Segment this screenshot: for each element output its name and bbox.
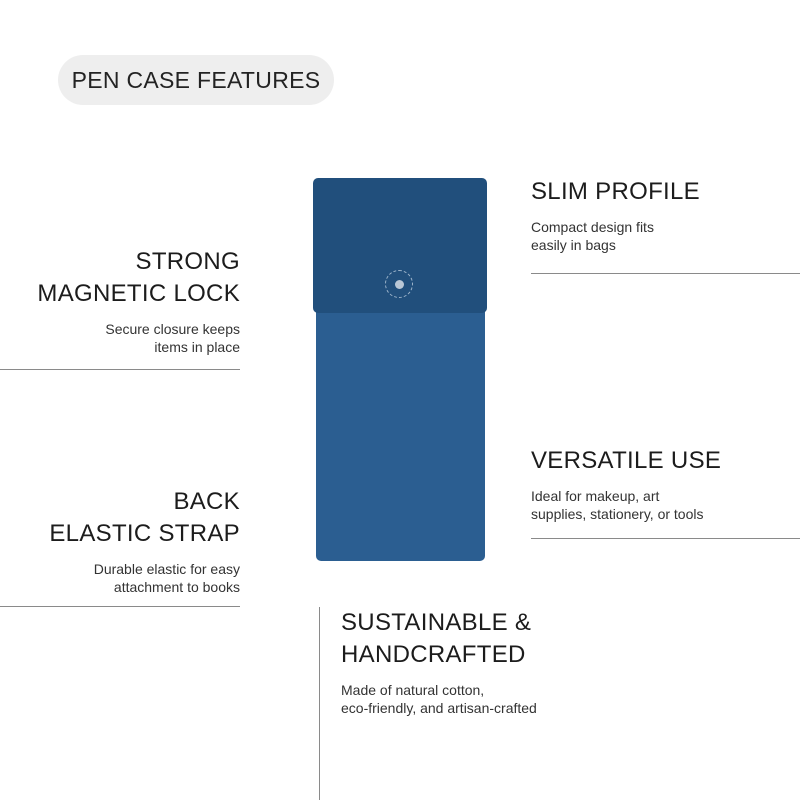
desc-line: items in place: [154, 339, 240, 355]
feature-description: [37, 320, 240, 356]
title-line: MAGNETIC LOCK: [37, 280, 240, 307]
desc-line: Secure closure keeps: [105, 321, 240, 337]
feature-description: [341, 681, 537, 717]
divider-line: [531, 538, 800, 539]
pen-case-body: [316, 300, 485, 561]
section-title-badge: [58, 55, 334, 105]
snap-center-dot: [395, 280, 404, 289]
divider-line: [531, 273, 800, 274]
feature-title: SLIM PROFILE: [531, 178, 700, 205]
desc-line: easily in bags: [531, 237, 616, 253]
divider-line: [0, 606, 240, 607]
feature-title: [341, 607, 537, 671]
desc-line: eco-friendly, and artisan-crafted: [341, 700, 537, 716]
feature-sustainable: [341, 607, 537, 717]
feature-magnetic-lock: [37, 246, 240, 356]
title-line: ELASTIC STRAP: [49, 520, 240, 547]
title-line: HANDCRAFTED: [341, 641, 526, 668]
desc-line: Durable elastic for easy: [93, 561, 240, 577]
feature-title: [49, 486, 240, 550]
feature-versatile-use: [531, 445, 721, 523]
feature-description: [531, 218, 700, 254]
vertical-divider-line: [319, 607, 320, 800]
magnetic-snap-icon: [385, 270, 413, 298]
title-line: BACK: [173, 488, 240, 515]
desc-line: Compact design fits: [531, 219, 654, 235]
feature-elastic-strap: [49, 486, 240, 596]
divider-line: [0, 369, 240, 370]
feature-title: [37, 246, 240, 310]
desc-line: Ideal for makeup, art: [531, 488, 660, 504]
desc-line: attachment to books: [113, 579, 240, 595]
feature-title: VERSATILE USE: [531, 447, 722, 474]
desc-line: Made of natural cotton,: [341, 682, 485, 698]
section-title: PEN CASE FEATURES: [71, 66, 321, 93]
title-line: SUSTAINABLE &: [341, 609, 532, 636]
feature-description: [531, 487, 721, 523]
feature-description: [49, 560, 240, 596]
feature-slim-profile: [531, 176, 700, 254]
desc-line: supplies, stationery, or tools: [531, 506, 704, 522]
title-line: STRONG: [135, 248, 240, 275]
